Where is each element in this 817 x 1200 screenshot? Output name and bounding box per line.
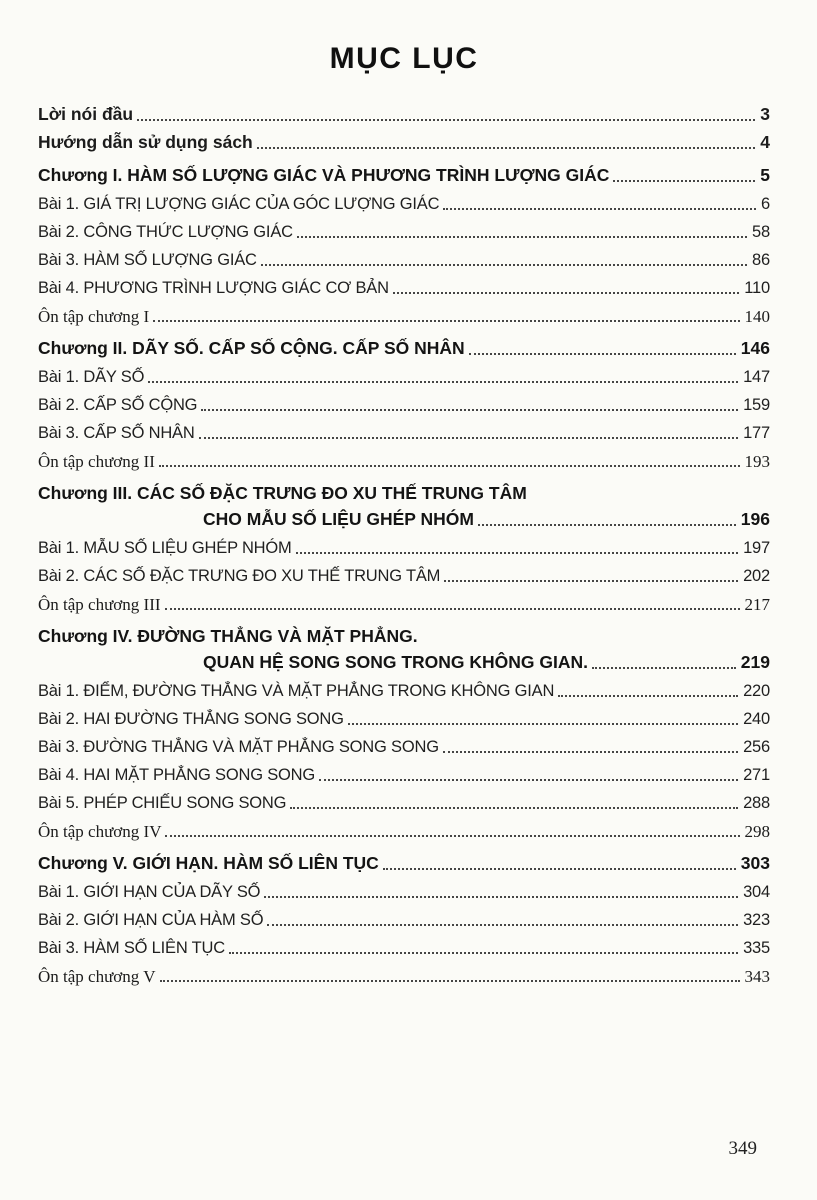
toc-row [38,301,770,329]
toc-row [38,273,770,301]
toc-row [38,961,770,989]
dotted-leader [264,896,738,898]
toc-entry-label: Bài 3. HÀM SỐ LƯỢNG GIÁC [38,251,257,270]
toc-entry-label: Bài 2. CÁC SỐ ĐẶC TRƯNG ĐO XU THẾ TRUNG TÂM [38,567,441,586]
dotted-leader [137,119,755,121]
toc-row [38,676,770,704]
toc-entry-label: Bài 1. GIÁ TRỊ LƯỢNG GIÁC CỦA GÓC LƯỢNG GIÁC [38,195,440,214]
toc-row [38,505,770,533]
dotted-leader [229,952,738,954]
toc-entry-page: 197 [743,539,770,558]
dotted-leader [201,409,738,411]
toc-row [38,760,770,788]
dotted-leader [444,580,738,582]
toc-row [38,418,770,446]
toc-entry-label: Bài 4. HAI MẶT PHẲNG SONG SONG [38,766,316,785]
toc-row [38,161,770,189]
toc-entry-label: Bài 3. ĐƯỜNG THẲNG VÀ MẶT PHẲNG SONG SONG [38,738,439,757]
toc-entry-page: 219 [740,652,770,673]
dotted-leader [267,924,738,926]
toc-entry-label: Ôn tập chương IV [38,821,162,841]
toc-entry-page: 177 [743,424,770,443]
dotted-leader [319,779,738,781]
toc-entry-label: QUAN HỆ SONG SONG TRONG KHÔNG GIAN. [203,652,589,673]
toc-entry-label: Bài 1. MẪU SỐ LIỆU GHÉP NHÓM [38,539,292,558]
toc-entry-label: Bài 4. PHƯƠNG TRÌNH LƯỢNG GIÁC CƠ BẢN [38,279,389,298]
toc-entry-page: 196 [740,509,770,530]
toc-row [38,849,770,877]
toc-row [38,533,770,561]
toc-entry-page: 86 [752,251,770,270]
toc-row [38,334,770,362]
dotted-leader [296,552,738,554]
toc-entry-label: Bài 2. HAI ĐƯỜNG THẲNG SONG SONG [38,710,344,729]
toc-row [38,788,770,816]
toc-entry-page: 202 [743,567,770,586]
toc-entry-label: Chương II. DÃY SỐ. CẤP SỐ CỘNG. CẤP SỐ NHÂN [38,338,465,359]
toc-entry-label: Lời nói đầu [38,104,134,125]
toc-row [38,100,770,128]
dotted-leader [153,320,739,322]
dotted-leader [478,524,736,526]
toc-row [38,905,770,933]
dotted-leader [393,292,739,294]
toc-entry-label: Bài 3. HÀM SỐ LIÊN TỤC [38,939,225,958]
dotted-leader [613,180,755,182]
toc-row [38,933,770,961]
toc-entry-page: 6 [761,195,770,214]
toc-row [38,704,770,732]
toc-entry-page: 256 [743,738,770,757]
toc-entry-label: Chương V. GIỚI HẠN. HÀM SỐ LIÊN TỤC [38,853,379,874]
dotted-leader [290,807,738,809]
dotted-leader [558,695,738,697]
toc-entry-page: 140 [744,306,770,326]
toc-row [38,128,770,156]
toc-entry-label: Bài 2. CÔNG THỨC LƯỢNG GIÁC [38,223,293,242]
toc-entry-page: 3 [760,104,770,125]
toc-entry-label: Bài 1. ĐIỂM, ĐƯỜNG THẲNG VÀ MẶT PHẲNG TRONG KHÔNG GIAN [38,682,555,701]
toc-entry-page: 271 [743,766,770,785]
dotted-leader [383,868,736,870]
toc-entry-page: 240 [743,710,770,729]
page-title: MỤC LỤC [329,42,479,75]
toc-entry-page: 335 [743,939,770,958]
toc-row [38,390,770,418]
toc-row [38,648,770,676]
dotted-leader [165,608,740,610]
toc-entry-label: Ôn tập chương II [38,451,155,471]
toc-entry-page: 343 [744,966,770,986]
toc-row [38,561,770,589]
toc-entry-label: Chương IV. ĐƯỜNG THẲNG VÀ MẶT PHẲNG. [38,626,418,647]
toc-entry-label: Ôn tập chương I [38,306,150,326]
dotted-leader [199,437,738,439]
toc-row [38,217,770,245]
dotted-leader [443,751,738,753]
dotted-leader [592,667,736,669]
toc-row [38,362,770,390]
dotted-leader [297,236,747,238]
toc-entry-page: 298 [744,821,770,841]
toc-row [38,245,770,273]
toc-entry-label: CHO MẪU SỐ LIỆU GHÉP NHÓM [203,509,474,530]
toc-entry-page: 304 [743,883,770,902]
toc-entry-page: 110 [744,279,770,298]
toc-entry-label: Ôn tập chương III [38,594,161,614]
toc-list [38,100,770,989]
toc-row [38,622,770,650]
toc-entry-label: Bài 2. CẤP SỐ CỘNG [38,396,198,415]
toc-entry-label: Ôn tập chương V [38,966,156,986]
toc-row [38,446,770,474]
footer-page-number: 349 [728,1138,757,1159]
toc-entry-page: 220 [743,682,770,701]
dotted-leader [348,723,738,725]
toc-entry-label: Bài 2. GIỚI HẠN CỦA HÀM SỐ [38,911,264,930]
toc-entry-page: 58 [752,223,770,242]
toc-entry-label: Hướng dẫn sử dụng sách [38,132,253,153]
toc-entry-page: 193 [744,451,770,471]
toc-row [38,732,770,760]
dotted-leader [159,465,740,467]
toc-row [38,816,770,844]
dotted-leader [469,353,736,355]
toc-row [38,877,770,905]
toc-entry-label: Bài 1. DÃY SỐ [38,368,145,387]
toc-entry-page: 288 [743,794,770,813]
dotted-leader [443,208,756,210]
toc-entry-label: Bài 3. CẤP SỐ NHÂN [38,424,195,443]
toc-row [38,589,770,617]
toc-entry-page: 159 [743,396,770,415]
toc-entry-page: 147 [743,368,770,387]
toc-entry-label: Chương I. HÀM SỐ LƯỢNG GIÁC VÀ PHƯƠNG TRÌNH LƯỢNG GIÁC [38,165,610,186]
toc-entry-label: Chương III. CÁC SỐ ĐẶC TRƯNG ĐO XU THẾ TRUNG TÂM [38,483,527,504]
toc-row [38,479,770,507]
toc-entry-page: 303 [740,853,770,874]
toc-entry-page: 217 [744,594,770,614]
toc-entry-page: 323 [743,911,770,930]
dotted-leader [160,980,740,982]
toc-entry-label: Bài 1. GIỚI HẠN CỦA DÃY SỐ [38,883,261,902]
dotted-leader [257,147,756,149]
dotted-leader [165,835,739,837]
toc-entry-page: 5 [760,165,770,186]
toc-entry-page: 4 [760,132,770,153]
dotted-leader [148,381,738,383]
toc-entry-page: 146 [740,338,770,359]
toc-entry-label: Bài 5. PHÉP CHIẾU SONG SONG [38,794,287,813]
toc-row [38,189,770,217]
dotted-leader [261,264,747,266]
